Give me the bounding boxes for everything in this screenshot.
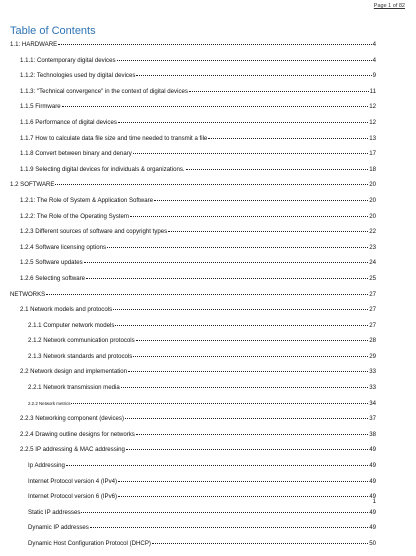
- toc-entry[interactable]: [10, 103, 376, 119]
- toc-entry-label: 2.2 Network design and implementation: [20, 368, 128, 376]
- toc-entry-page: 49: [369, 493, 376, 501]
- toc-entry-page: 27: [369, 290, 376, 298]
- toc-entry[interactable]: [10, 493, 376, 509]
- toc-entry-page: 11: [369, 87, 376, 95]
- dot-leader: [46, 294, 368, 295]
- toc-entry-page: 34: [369, 399, 376, 407]
- toc-entry-label: 1.2.2: The Role of the Operating System: [20, 212, 129, 220]
- dot-leader: [125, 418, 368, 419]
- toc-entry-page: 9: [372, 72, 376, 80]
- toc-entry[interactable]: [10, 166, 376, 182]
- dot-leader: [84, 262, 369, 263]
- dot-leader: [115, 325, 368, 326]
- toc-entry[interactable]: [10, 259, 376, 275]
- toc-entry[interactable]: [10, 400, 376, 416]
- toc-entry[interactable]: [10, 431, 376, 447]
- toc-entry-page: 49: [369, 508, 376, 516]
- toc-entry[interactable]: [10, 384, 376, 400]
- toc-entry-label: Dynamic IP addresses: [28, 524, 89, 532]
- dot-leader: [66, 465, 368, 466]
- toc-entry-label: 2.2.3 Networking component (devices): [20, 415, 124, 423]
- toc-entry[interactable]: [10, 540, 376, 556]
- toc-entry-page: 4: [372, 41, 376, 48]
- toc-entry-page: 49: [369, 462, 376, 470]
- dot-leader: [189, 91, 369, 92]
- toc-entry[interactable]: [10, 322, 376, 338]
- toc-entry-label: 2.1.3 Network standards and protocols: [28, 352, 133, 360]
- page-header-label: Page 1 of 82: [373, 3, 405, 9]
- toc-entry-label: 1.2 SOFTWARE: [10, 181, 55, 189]
- toc-entry-page: 33: [369, 384, 376, 392]
- table-of-contents: [10, 41, 376, 556]
- toc-entry-page: 37: [369, 415, 376, 423]
- toc-entry-page: 49: [369, 446, 376, 454]
- toc-entry-label: 1.2.1: The Role of System & Application Software: [20, 196, 154, 204]
- dot-leader: [118, 496, 368, 497]
- toc-entry-page: 23: [369, 243, 376, 251]
- toc-entry[interactable]: [10, 509, 376, 525]
- toc-entry-label: 2.2.1 Network transmission media: [28, 384, 120, 392]
- toc-entry[interactable]: [10, 368, 376, 384]
- toc-entry-label: Internet Protocol version 6 (IPv6): [28, 493, 118, 501]
- dot-leader: [186, 169, 369, 170]
- toc-entry-page: 49: [369, 477, 376, 485]
- toc-entry-label: 2.2.5 IP addressing & MAC addressing: [20, 446, 125, 454]
- toc-entry[interactable]: [10, 41, 376, 57]
- toc-entry-label: 1.1: HARDWARE: [10, 41, 58, 48]
- toc-entry[interactable]: [10, 524, 376, 540]
- dot-leader: [113, 309, 368, 310]
- dot-leader: [90, 527, 368, 528]
- toc-entry-label: 2.2.4 Drawing outline designs for networks: [20, 430, 135, 438]
- toc-entry[interactable]: [10, 478, 376, 494]
- dot-leader: [62, 106, 369, 107]
- toc-entry-label: Static IP addresses: [28, 508, 81, 516]
- toc-entry-page: 20: [369, 181, 376, 189]
- dot-leader: [136, 75, 371, 76]
- toc-entry-label: 2.1.1 Computer network models: [28, 321, 115, 329]
- toc-entry[interactable]: [10, 306, 376, 322]
- toc-entry[interactable]: [10, 275, 376, 291]
- dot-leader: [154, 200, 368, 201]
- toc-entry-label: Ip Addressing: [28, 462, 65, 470]
- dot-leader: [168, 231, 368, 232]
- toc-entry-label: NETWORKS: [10, 290, 46, 298]
- toc-entry-label: 2.2.2 Network metrics: [28, 400, 71, 406]
- toc-entry[interactable]: [10, 213, 376, 229]
- toc-entry-page: 24: [369, 259, 376, 267]
- toc-entry-page: 49: [369, 524, 376, 532]
- toc-title: Table of Contents: [10, 25, 96, 37]
- dot-leader: [126, 449, 368, 450]
- toc-entry-label: 1.1.8 Convert between binary and denary: [20, 150, 132, 158]
- toc-entry-label: 1.2.3 Different sources of software and copyright types: [20, 228, 168, 236]
- toc-entry-label: 1.1.1: Contemporary digital devices: [20, 56, 116, 64]
- toc-entry-label: 1.1.6 Performance of digital devices: [20, 118, 117, 126]
- toc-entry-page: 20: [369, 212, 376, 220]
- toc-entry-label: 1.2.5 Software updates: [20, 259, 83, 267]
- toc-entry-label: 2.1.2 Network communication protocols: [28, 337, 135, 345]
- toc-entry-page: 12: [369, 103, 376, 111]
- toc-entry-label: 2.1 Network models and protocols: [20, 306, 113, 314]
- dot-leader: [117, 60, 372, 61]
- toc-entry[interactable]: [10, 57, 376, 73]
- dot-leader: [55, 184, 368, 185]
- dot-leader: [133, 356, 368, 357]
- dot-leader: [107, 247, 368, 248]
- dot-leader: [71, 403, 368, 404]
- toc-entry-label: 1.1.7 How to calculate data file size and time needed to transmit a file: [20, 134, 208, 142]
- dot-leader: [133, 153, 368, 154]
- toc-entry-label: 1.2.4 Software licensing options: [20, 243, 107, 251]
- toc-entry-page: 4: [372, 56, 376, 64]
- toc-entry[interactable]: [10, 72, 376, 88]
- toc-entry-page: 28: [369, 337, 376, 345]
- toc-entry[interactable]: [10, 446, 376, 462]
- toc-entry-label: 1.1.2: Technologies used by digital devices: [20, 72, 136, 80]
- toc-entry-label: 1.1.9 Selecting digital devices for individuals & organizations.: [20, 165, 185, 173]
- toc-entry-label: 1.1.5 Firmware: [20, 103, 61, 111]
- toc-entry-page: 12: [369, 118, 376, 126]
- toc-entry-page: 29: [369, 352, 376, 360]
- dot-leader: [118, 481, 368, 482]
- toc-entry-label: 1.1.3: "Technical convergence" in the context of digital devices: [20, 87, 188, 95]
- toc-entry-page: 17: [369, 150, 376, 158]
- toc-entry[interactable]: [10, 181, 376, 197]
- dot-leader: [118, 122, 368, 123]
- toc-entry-page: 33: [369, 368, 376, 376]
- toc-entry[interactable]: [10, 88, 376, 104]
- toc-entry-page: 20: [369, 196, 376, 204]
- toc-entry-page: 50: [369, 540, 376, 547]
- toc-entry-label: Internet Protocol version 4 (IPv4): [28, 477, 118, 485]
- dot-leader: [136, 340, 369, 341]
- toc-entry[interactable]: [10, 415, 376, 431]
- toc-entry-label: 1.2.6 Selecting software: [20, 274, 86, 282]
- toc-entry[interactable]: [10, 135, 376, 151]
- toc-entry[interactable]: [10, 244, 376, 260]
- toc-entry[interactable]: [10, 150, 376, 166]
- dot-leader: [121, 387, 368, 388]
- dot-leader: [58, 44, 371, 45]
- dot-leader: [81, 512, 368, 513]
- dot-leader: [86, 278, 368, 279]
- toc-entry[interactable]: [10, 197, 376, 213]
- toc-entry-label: Dynamic Host Configuration Protocol (DHCP): [28, 540, 151, 547]
- toc-entry-page: 27: [369, 321, 376, 329]
- page-number: 1: [372, 499, 376, 505]
- toc-entry-page: 18: [369, 165, 376, 173]
- toc-entry-page: 27: [369, 306, 376, 314]
- toc-entry-page: 25: [369, 274, 376, 282]
- toc-entry[interactable]: [10, 291, 376, 307]
- dot-leader: [152, 543, 368, 544]
- toc-entry-page: 13: [369, 134, 376, 142]
- toc-entry[interactable]: [10, 119, 376, 135]
- toc-entry[interactable]: [10, 462, 376, 478]
- toc-entry[interactable]: [10, 353, 376, 369]
- dot-leader: [128, 371, 368, 372]
- dot-leader: [130, 216, 368, 217]
- toc-entry[interactable]: [10, 337, 376, 353]
- dot-leader: [136, 434, 368, 435]
- toc-entry-page: 22: [369, 228, 376, 236]
- toc-entry[interactable]: [10, 228, 376, 244]
- toc-entry-page: 38: [369, 430, 376, 438]
- dot-leader: [208, 138, 368, 139]
